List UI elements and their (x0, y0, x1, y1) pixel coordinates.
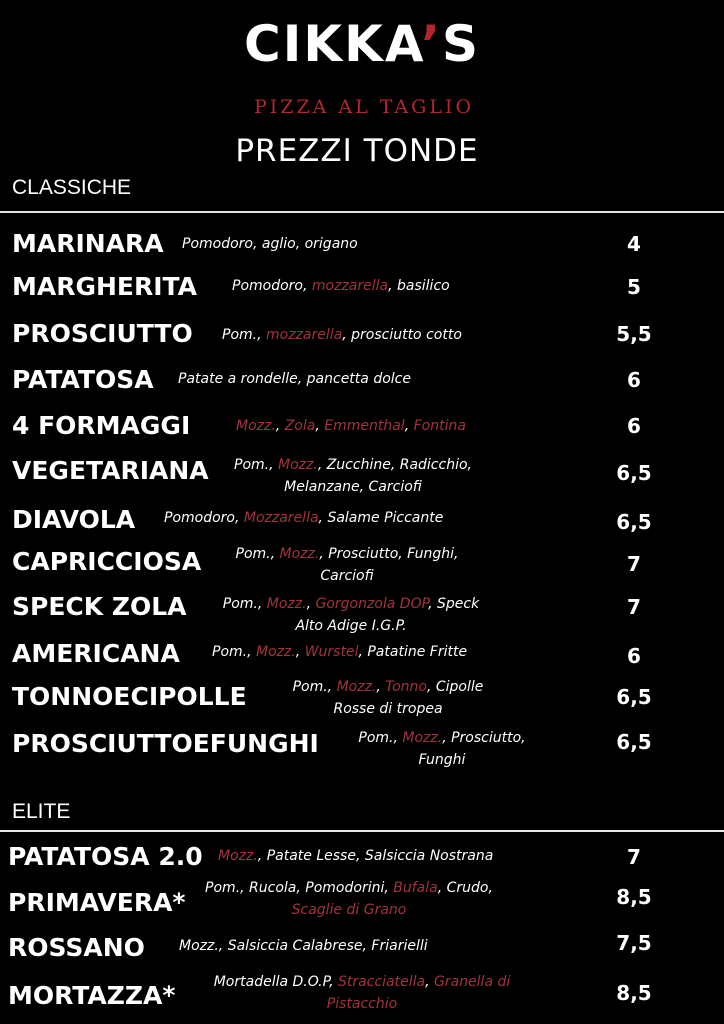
item-name: PRIMAVERA* (8, 888, 186, 917)
item-name: AMERICANA (12, 639, 180, 668)
subtitle: PIZZA AL TAGLIO (253, 96, 475, 118)
item-name: DIAVOLA (12, 505, 136, 534)
item-description: Pom., Rucola, Pomodorini, Bufala, Crudo, Scaglie di Grano (205, 880, 493, 918)
menu-item (0, 227, 724, 267)
item-price: 6 (627, 368, 641, 392)
item-price: 6 (627, 644, 641, 668)
menu-item (0, 545, 724, 585)
item-name: MARINARA (12, 229, 164, 258)
item-price: 5,5 (616, 322, 652, 346)
item-name: PATATOSA (12, 365, 154, 394)
item-description: Pomodoro, mozzarella, basilico (232, 278, 450, 294)
prices-title: PREZZI TONDE (235, 133, 479, 169)
item-description: Pom., Mozz., Gorgonzola DOP, Speck Alto Adige I.G.P. (222, 596, 480, 634)
menu-item (0, 409, 724, 449)
brand-name-main: CIKKA (244, 15, 421, 73)
menu-item (0, 270, 724, 310)
item-price: 6 (627, 414, 641, 438)
menu-item (0, 840, 724, 880)
item-description: Pom., Mozz., Prosciutto, Funghi (358, 730, 526, 768)
item-price: 4 (627, 232, 641, 256)
menu-item (0, 974, 724, 1019)
item-price: 6,5 (616, 510, 652, 534)
section-label-classiche: CLASSICHE (12, 176, 132, 199)
item-price: 7 (627, 595, 641, 619)
menu-item (0, 317, 724, 357)
item-description: Pom., Mozz., Zucchine, Radicchio, Melanzane, Carciofi (234, 457, 472, 495)
item-price: 8,5 (616, 981, 652, 1005)
item-description: Pom., Mozz., Tonno, Cipolle Rosse di tropea (292, 679, 484, 717)
item-name: CAPRICCIOSA (12, 547, 202, 576)
item-description: Patate a rondelle, pancetta dolce (178, 371, 411, 387)
item-name: MARGHERITA (12, 272, 198, 301)
item-description: Mozz., Salsiccia Calabrese, Friarielli (179, 938, 428, 954)
menu-item (0, 590, 724, 634)
section-divider (0, 830, 724, 832)
item-price: 8,5 (616, 885, 652, 909)
menu-item (0, 363, 724, 403)
brand-logo (0, 14, 724, 74)
item-price: 5 (627, 275, 641, 299)
item-name: 4 FORMAGGI (12, 411, 191, 440)
item-name: ROSSANO (8, 933, 145, 962)
item-description: Mozz., Patate Lesse, Salsiccia Nostrana (218, 848, 494, 864)
item-description: Pomodoro, aglio, origano (182, 236, 358, 252)
menu-item (0, 454, 724, 494)
menu-item (0, 727, 724, 767)
section-label-elite: ELITE (12, 800, 71, 823)
item-name: PATATOSA 2.0 (8, 842, 203, 871)
brand-name-end: S (441, 15, 480, 73)
item-name: VEGETARIANA (12, 456, 209, 485)
section-divider (0, 211, 724, 213)
menu-item (0, 880, 724, 926)
menu-item (0, 503, 724, 543)
item-price: 7 (627, 845, 641, 869)
brand-apostrophe: ’ (420, 15, 442, 73)
item-description: Pomodoro, Mozzarella, Salame Piccante (164, 510, 444, 526)
item-description: Pom., Mozz., Prosciutto, Funghi, Carciofi (235, 546, 459, 584)
item-price: 6,5 (616, 730, 652, 754)
menu-item (0, 931, 724, 971)
item-description: Pom., mozzarella, prosciutto cotto (222, 327, 462, 343)
item-name: TONNOECIPOLLE (12, 682, 247, 711)
item-price: 7,5 (616, 931, 652, 955)
item-description: Mozz., Zola, Emmenthal, Fontina (236, 418, 466, 434)
item-price: 6,5 (616, 461, 652, 485)
item-name: PROSCIUTTO (12, 319, 193, 348)
item-description: Mortadella D.O.P, Stracciatella, Granella di Pistacchio (213, 974, 511, 1012)
item-name: PROSCIUTTOEFUNGHI (12, 729, 319, 758)
item-price: 6,5 (616, 685, 652, 709)
item-name: MORTAZZA* (8, 981, 176, 1010)
item-description: Pom., Mozz., Wurstel, Patatine Fritte (212, 644, 468, 660)
item-price: 7 (627, 552, 641, 576)
item-name: SPECK ZOLA (12, 592, 187, 621)
menu-item (0, 680, 724, 720)
menu-item (0, 637, 724, 677)
